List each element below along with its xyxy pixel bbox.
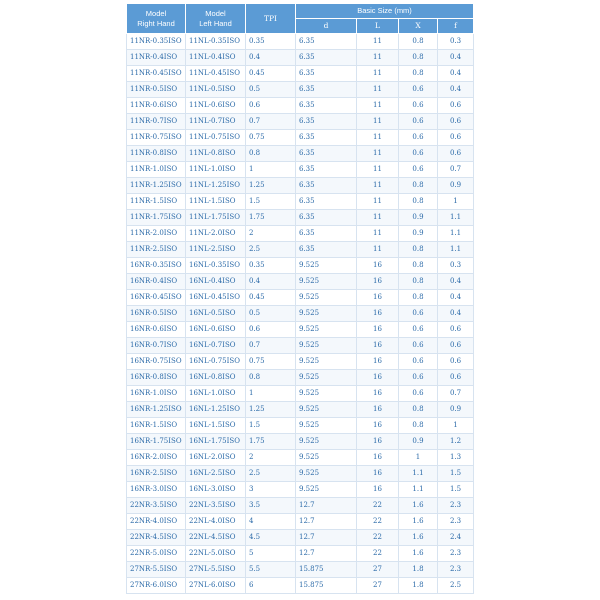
x-cell: 1.1	[399, 466, 438, 482]
model-right-cell: 16NR-0.7ISO	[127, 338, 186, 354]
d-cell: 6.35	[296, 242, 357, 258]
tpi-cell: 0.4	[246, 50, 296, 66]
model-right-cell: 16NR-0.75ISO	[127, 354, 186, 370]
table-row	[127, 274, 474, 290]
l-cell: 11	[357, 130, 399, 146]
table-row	[127, 34, 474, 50]
f-cell: 0.3	[438, 34, 474, 50]
f-cell: 1	[438, 194, 474, 210]
model-right-cell: 16NR-3.0ISO	[127, 482, 186, 498]
header-L: L	[357, 19, 399, 34]
model-left-cell: 11NL-0.6ISO	[186, 98, 246, 114]
model-left-cell: 11NL-2.5ISO	[186, 242, 246, 258]
l-cell: 16	[357, 402, 399, 418]
x-cell: 1.1	[399, 482, 438, 498]
model-right-cell: 11NR-0.8ISO	[127, 146, 186, 162]
l-cell: 16	[357, 466, 399, 482]
d-cell: 9.525	[296, 274, 357, 290]
table-row	[127, 226, 474, 242]
tpi-cell: 0.5	[246, 82, 296, 98]
x-cell: 0.8	[399, 66, 438, 82]
table-body	[127, 34, 474, 594]
tpi-cell: 0.45	[246, 290, 296, 306]
model-right-cell: 11NR-0.75ISO	[127, 130, 186, 146]
x-cell: 0.6	[399, 114, 438, 130]
table-row	[127, 194, 474, 210]
x-cell: 0.6	[399, 306, 438, 322]
l-cell: 22	[357, 514, 399, 530]
model-left-cell: 22NL-4.5ISO	[186, 530, 246, 546]
model-right-cell: 11NR-2.0ISO	[127, 226, 186, 242]
model-right-cell: 11NR-0.35ISO	[127, 34, 186, 50]
tpi-cell: 0.5	[246, 306, 296, 322]
model-right-cell: 11NR-0.6ISO	[127, 98, 186, 114]
l-cell: 16	[357, 450, 399, 466]
l-cell: 11	[357, 210, 399, 226]
f-cell: 0.3	[438, 258, 474, 274]
header-model-right-hand	[127, 4, 186, 34]
x-cell: 0.6	[399, 146, 438, 162]
f-cell: 0.4	[438, 66, 474, 82]
table-row	[127, 466, 474, 482]
model-left-cell: 16NL-2.5ISO	[186, 466, 246, 482]
model-left-cell: 16NL-3.0ISO	[186, 482, 246, 498]
x-cell: 1.6	[399, 514, 438, 530]
x-cell: 0.8	[399, 50, 438, 66]
d-cell: 6.35	[296, 194, 357, 210]
table-row	[127, 338, 474, 354]
tpi-cell: 2	[246, 226, 296, 242]
tpi-cell: 1	[246, 386, 296, 402]
model-right-cell: 16NR-0.8ISO	[127, 370, 186, 386]
model-right-cell: 22NR-4.5ISO	[127, 530, 186, 546]
l-cell: 11	[357, 242, 399, 258]
tpi-cell: 3	[246, 482, 296, 498]
f-cell: 1	[438, 418, 474, 434]
table-row	[127, 130, 474, 146]
x-cell: 1.6	[399, 546, 438, 562]
d-cell: 6.35	[296, 226, 357, 242]
table-row	[127, 514, 474, 530]
x-cell: 1.6	[399, 530, 438, 546]
tpi-cell: 4.5	[246, 530, 296, 546]
l-cell: 11	[357, 146, 399, 162]
tpi-cell: 0.35	[246, 258, 296, 274]
tpi-cell: 0.7	[246, 338, 296, 354]
table-row	[127, 322, 474, 338]
d-cell: 6.35	[296, 34, 357, 50]
d-cell: 6.35	[296, 50, 357, 66]
f-cell: 0.6	[438, 130, 474, 146]
x-cell: 0.8	[399, 242, 438, 258]
d-cell: 6.35	[296, 98, 357, 114]
model-left-cell: 11NL-0.45ISO	[186, 66, 246, 82]
f-cell: 0.9	[438, 402, 474, 418]
model-left-cell: 16NL-0.45ISO	[186, 290, 246, 306]
d-cell: 12.7	[296, 546, 357, 562]
model-right-cell: 11NR-0.5ISO	[127, 82, 186, 98]
d-cell: 6.35	[296, 146, 357, 162]
table-row	[127, 482, 474, 498]
l-cell: 11	[357, 226, 399, 242]
model-left-cell: 16NL-0.4ISO	[186, 274, 246, 290]
f-cell: 1.2	[438, 434, 474, 450]
model-left-cell: 16NL-0.6ISO	[186, 322, 246, 338]
d-cell: 9.525	[296, 434, 357, 450]
tpi-cell: 1.5	[246, 194, 296, 210]
x-cell: 0.6	[399, 386, 438, 402]
model-right-cell: 16NR-0.6ISO	[127, 322, 186, 338]
model-left-cell: 16NL-0.7ISO	[186, 338, 246, 354]
model-right-cell: 16NR-2.0ISO	[127, 450, 186, 466]
x-cell: 0.8	[399, 178, 438, 194]
f-cell: 0.6	[438, 354, 474, 370]
tpi-cell: 2.5	[246, 242, 296, 258]
d-cell: 9.525	[296, 354, 357, 370]
l-cell: 22	[357, 530, 399, 546]
l-cell: 16	[357, 322, 399, 338]
thread-insert-spec-table	[126, 3, 474, 594]
table-row	[127, 530, 474, 546]
d-cell: 6.35	[296, 162, 357, 178]
table-row	[127, 434, 474, 450]
d-cell: 15.875	[296, 562, 357, 578]
f-cell: 0.7	[438, 162, 474, 178]
table-row	[127, 578, 474, 594]
d-cell: 9.525	[296, 258, 357, 274]
f-cell: 1.5	[438, 466, 474, 482]
table-row	[127, 242, 474, 258]
x-cell: 0.8	[399, 34, 438, 50]
header-model-right-line2: Right Hand	[137, 18, 175, 28]
d-cell: 9.525	[296, 370, 357, 386]
model-left-cell: 11NL-2.0ISO	[186, 226, 246, 242]
f-cell: 0.4	[438, 82, 474, 98]
f-cell: 0.6	[438, 322, 474, 338]
l-cell: 27	[357, 578, 399, 594]
tpi-cell: 1.5	[246, 418, 296, 434]
f-cell: 0.9	[438, 178, 474, 194]
model-left-cell: 22NL-4.0ISO	[186, 514, 246, 530]
l-cell: 16	[357, 354, 399, 370]
table-row	[127, 546, 474, 562]
model-right-cell: 16NR-0.5ISO	[127, 306, 186, 322]
tpi-cell: 1.25	[246, 402, 296, 418]
x-cell: 1	[399, 450, 438, 466]
tpi-cell: 2	[246, 450, 296, 466]
table-row	[127, 98, 474, 114]
table-row	[127, 146, 474, 162]
x-cell: 0.8	[399, 258, 438, 274]
model-left-cell: 16NL-1.0ISO	[186, 386, 246, 402]
tpi-cell: 6	[246, 578, 296, 594]
model-right-cell: 27NR-5.5ISO	[127, 562, 186, 578]
f-cell: 1.1	[438, 242, 474, 258]
l-cell: 16	[357, 306, 399, 322]
l-cell: 16	[357, 274, 399, 290]
header-model-left-line2: Left Hand	[199, 18, 232, 28]
f-cell: 0.7	[438, 386, 474, 402]
model-left-cell: 11NL-0.35ISO	[186, 34, 246, 50]
l-cell: 11	[357, 82, 399, 98]
tpi-cell: 5.5	[246, 562, 296, 578]
x-cell: 0.8	[399, 402, 438, 418]
table-row	[127, 50, 474, 66]
l-cell: 16	[357, 258, 399, 274]
table-row	[127, 498, 474, 514]
d-cell: 9.525	[296, 290, 357, 306]
model-left-cell: 16NL-0.35ISO	[186, 258, 246, 274]
l-cell: 16	[357, 370, 399, 386]
tpi-cell: 0.45	[246, 66, 296, 82]
tpi-cell: 5	[246, 546, 296, 562]
x-cell: 0.6	[399, 322, 438, 338]
model-right-cell: 22NR-5.0ISO	[127, 546, 186, 562]
f-cell: 2.3	[438, 562, 474, 578]
table-row	[127, 402, 474, 418]
x-cell: 0.6	[399, 98, 438, 114]
model-left-cell: 11NL-0.4ISO	[186, 50, 246, 66]
table-row	[127, 306, 474, 322]
model-left-cell: 11NL-1.0ISO	[186, 162, 246, 178]
model-left-cell: 16NL-1.5ISO	[186, 418, 246, 434]
model-left-cell: 16NL-0.75ISO	[186, 354, 246, 370]
table-row	[127, 82, 474, 98]
header-basic-size: Basic Size (mm)	[296, 4, 474, 19]
d-cell: 6.35	[296, 66, 357, 82]
model-right-cell: 11NR-1.75ISO	[127, 210, 186, 226]
table-row	[127, 450, 474, 466]
model-left-cell: 11NL-0.75ISO	[186, 130, 246, 146]
d-cell: 9.525	[296, 338, 357, 354]
table-row	[127, 290, 474, 306]
x-cell: 0.8	[399, 290, 438, 306]
f-cell: 0.6	[438, 146, 474, 162]
table-row	[127, 114, 474, 130]
header-model-left-hand	[186, 4, 246, 34]
table-row	[127, 162, 474, 178]
l-cell: 16	[357, 290, 399, 306]
model-left-cell: 16NL-0.5ISO	[186, 306, 246, 322]
model-right-cell: 22NR-3.5ISO	[127, 498, 186, 514]
model-right-cell: 16NR-0.35ISO	[127, 258, 186, 274]
x-cell: 0.6	[399, 354, 438, 370]
d-cell: 6.35	[296, 130, 357, 146]
model-left-cell: 16NL-1.75ISO	[186, 434, 246, 450]
d-cell: 9.525	[296, 402, 357, 418]
d-cell: 6.35	[296, 114, 357, 130]
x-cell: 0.6	[399, 82, 438, 98]
d-cell: 9.525	[296, 306, 357, 322]
tpi-cell: 3.5	[246, 498, 296, 514]
l-cell: 16	[357, 338, 399, 354]
f-cell: 2.5	[438, 578, 474, 594]
x-cell: 1.8	[399, 578, 438, 594]
d-cell: 6.35	[296, 210, 357, 226]
x-cell: 0.8	[399, 418, 438, 434]
l-cell: 16	[357, 386, 399, 402]
model-right-cell: 11NR-0.45ISO	[127, 66, 186, 82]
l-cell: 16	[357, 482, 399, 498]
spec-table-container	[126, 3, 473, 594]
l-cell: 16	[357, 434, 399, 450]
x-cell: 1.6	[399, 498, 438, 514]
table-row	[127, 418, 474, 434]
model-left-cell: 22NL-3.5ISO	[186, 498, 246, 514]
model-left-cell: 11NL-1.25ISO	[186, 178, 246, 194]
x-cell: 0.9	[399, 210, 438, 226]
table-header	[127, 4, 474, 34]
d-cell: 9.525	[296, 482, 357, 498]
d-cell: 6.35	[296, 82, 357, 98]
model-left-cell: 16NL-2.0ISO	[186, 450, 246, 466]
l-cell: 11	[357, 50, 399, 66]
d-cell: 9.525	[296, 466, 357, 482]
model-right-cell: 16NR-1.75ISO	[127, 434, 186, 450]
tpi-cell: 1.75	[246, 210, 296, 226]
l-cell: 11	[357, 98, 399, 114]
l-cell: 11	[357, 66, 399, 82]
x-cell: 0.9	[399, 434, 438, 450]
table-row	[127, 210, 474, 226]
model-right-cell: 22NR-4.0ISO	[127, 514, 186, 530]
f-cell: 0.6	[438, 370, 474, 386]
tpi-cell: 0.8	[246, 370, 296, 386]
model-left-cell: 16NL-1.25ISO	[186, 402, 246, 418]
tpi-cell: 0.35	[246, 34, 296, 50]
table-row	[127, 178, 474, 194]
model-left-cell: 11NL-0.8ISO	[186, 146, 246, 162]
l-cell: 22	[357, 498, 399, 514]
f-cell: 0.4	[438, 274, 474, 290]
tpi-cell: 0.75	[246, 354, 296, 370]
model-right-cell: 11NR-0.7ISO	[127, 114, 186, 130]
x-cell: 0.8	[399, 274, 438, 290]
l-cell: 22	[357, 546, 399, 562]
l-cell: 11	[357, 194, 399, 210]
model-left-cell: 16NL-0.8ISO	[186, 370, 246, 386]
d-cell: 12.7	[296, 498, 357, 514]
f-cell: 1.5	[438, 482, 474, 498]
model-right-cell: 27NR-6.0ISO	[127, 578, 186, 594]
d-cell: 9.525	[296, 322, 357, 338]
x-cell: 0.6	[399, 130, 438, 146]
model-right-cell: 16NR-1.5ISO	[127, 418, 186, 434]
header-d: d	[296, 19, 357, 34]
model-left-cell: 11NL-0.5ISO	[186, 82, 246, 98]
f-cell: 0.4	[438, 290, 474, 306]
table-row	[127, 258, 474, 274]
d-cell: 12.7	[296, 514, 357, 530]
tpi-cell: 0.75	[246, 130, 296, 146]
model-right-cell: 11NR-1.0ISO	[127, 162, 186, 178]
d-cell: 9.525	[296, 450, 357, 466]
f-cell: 1.1	[438, 226, 474, 242]
model-left-cell: 11NL-0.7ISO	[186, 114, 246, 130]
x-cell: 0.6	[399, 338, 438, 354]
x-cell: 0.9	[399, 226, 438, 242]
header-f: f	[438, 19, 474, 34]
l-cell: 11	[357, 178, 399, 194]
d-cell: 9.525	[296, 418, 357, 434]
table-row	[127, 386, 474, 402]
f-cell: 0.6	[438, 338, 474, 354]
x-cell: 1.8	[399, 562, 438, 578]
tpi-cell: 2.5	[246, 466, 296, 482]
model-right-cell: 11NR-0.4ISO	[127, 50, 186, 66]
tpi-cell: 4	[246, 514, 296, 530]
f-cell: 2.3	[438, 514, 474, 530]
x-cell: 0.6	[399, 162, 438, 178]
header-tpi: TPI	[246, 4, 296, 34]
f-cell: 2.3	[438, 546, 474, 562]
l-cell: 11	[357, 34, 399, 50]
tpi-cell: 1.75	[246, 434, 296, 450]
model-left-cell: 11NL-1.5ISO	[186, 194, 246, 210]
tpi-cell: 1.25	[246, 178, 296, 194]
header-model-right-line1: Model	[145, 8, 167, 18]
model-right-cell: 16NR-1.25ISO	[127, 402, 186, 418]
header-model-left-line1: Model	[205, 8, 226, 18]
tpi-cell: 0.4	[246, 274, 296, 290]
table-row	[127, 370, 474, 386]
d-cell: 12.7	[296, 530, 357, 546]
f-cell: 0.4	[438, 50, 474, 66]
table-row	[127, 354, 474, 370]
tpi-cell: 0.8	[246, 146, 296, 162]
tpi-cell: 0.7	[246, 114, 296, 130]
model-right-cell: 16NR-1.0ISO	[127, 386, 186, 402]
model-left-cell: 27NL-5.5ISO	[186, 562, 246, 578]
f-cell: 0.6	[438, 114, 474, 130]
model-right-cell: 11NR-1.5ISO	[127, 194, 186, 210]
f-cell: 1.1	[438, 210, 474, 226]
d-cell: 6.35	[296, 178, 357, 194]
f-cell: 0.4	[438, 306, 474, 322]
x-cell: 0.6	[399, 370, 438, 386]
f-cell: 1.3	[438, 450, 474, 466]
d-cell: 15.875	[296, 578, 357, 594]
table-row	[127, 66, 474, 82]
header-X: X	[399, 19, 438, 34]
model-right-cell: 16NR-0.4ISO	[127, 274, 186, 290]
l-cell: 16	[357, 418, 399, 434]
f-cell: 2.4	[438, 530, 474, 546]
model-right-cell: 11NR-1.25ISO	[127, 178, 186, 194]
d-cell: 9.525	[296, 386, 357, 402]
f-cell: 0.6	[438, 98, 474, 114]
model-right-cell: 11NR-2.5ISO	[127, 242, 186, 258]
tpi-cell: 1	[246, 162, 296, 178]
model-left-cell: 22NL-5.0ISO	[186, 546, 246, 562]
l-cell: 11	[357, 114, 399, 130]
tpi-cell: 0.6	[246, 98, 296, 114]
model-right-cell: 16NR-2.5ISO	[127, 466, 186, 482]
model-left-cell: 27NL-6.0ISO	[186, 578, 246, 594]
f-cell: 2.3	[438, 498, 474, 514]
l-cell: 27	[357, 562, 399, 578]
model-right-cell: 16NR-0.45ISO	[127, 290, 186, 306]
l-cell: 11	[357, 162, 399, 178]
model-left-cell: 11NL-1.75ISO	[186, 210, 246, 226]
x-cell: 0.8	[399, 194, 438, 210]
tpi-cell: 0.6	[246, 322, 296, 338]
table-row	[127, 562, 474, 578]
